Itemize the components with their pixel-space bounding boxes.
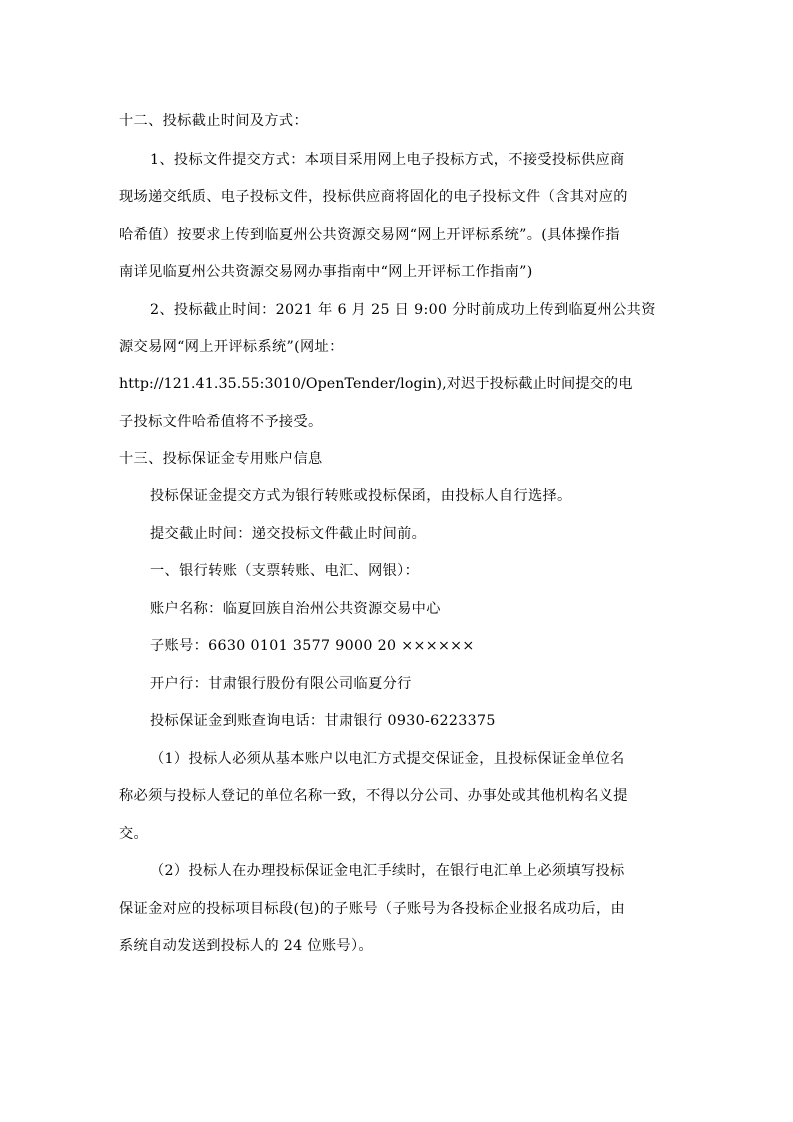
section-heading-12: 十二、投标截止时间及方式： xyxy=(119,113,308,129)
paragraph-line: 现场递交纸质、电子投标文件，投标供应商将固化的电子投标文件（含其对应的 xyxy=(119,189,628,205)
paragraph-line: （2）投标人在办理投标保证金电汇手续时，在银行电汇单上必须填写投标 xyxy=(150,863,625,879)
paragraph-line: 哈希值）按要求上传到临夏州公共资源交易网“网上开评标系统”。(具体操作指 xyxy=(119,227,620,243)
paragraph-line: 一、银行转账（支票转账、电汇、网银）： xyxy=(150,563,420,579)
paragraph-line: 南详见临夏州公共资源交易网办事指南中“网上开评标工作指南”) xyxy=(119,264,533,280)
paragraph-line: 1、投标文件提交方式：本项目采用网上电子投标方式，不接受投标供应商 xyxy=(150,152,625,168)
paragraph-line: （1）投标人必须从基本账户以电汇方式提交保证金，且投标保证金单位名 xyxy=(150,751,625,767)
sub-account-line: 子账号：6630 0101 3577 9000 20 ×××××× xyxy=(150,638,475,654)
paragraph-line: 投标保证金提交方式为银行转账或投标保函，由投标人自行选择。 xyxy=(150,488,572,504)
account-name-line: 账户名称：临夏回族自治州公共资源交易中心 xyxy=(150,601,441,617)
paragraph-line: 提交截止时间：递交投标文件截止时间前。 xyxy=(150,526,427,542)
paragraph-line: 称必须与投标人登记的单位名称一致，不得以分公司、办事处或其他机构名义提 xyxy=(119,788,628,804)
bank-line: 开户行：甘肃银行股份有限公司临夏分行 xyxy=(150,676,412,692)
paragraph-line-url: http://121.41.35.55:3010/OpenTender/login),对迟于投标截止时间提交的电 xyxy=(119,376,633,392)
paragraph-line: 2、投标截止时间：2021 年 6 月 25 日 9:00 分时前成功上传到临夏州公共资 xyxy=(150,302,656,318)
paragraph-line: 源交易网“网上开评标系统”(网址： xyxy=(119,339,344,355)
section-heading-13: 十三、投标保证金专用账户信息 xyxy=(119,451,323,467)
paragraph-line: 交。 xyxy=(119,826,149,842)
paragraph-line: 保证金对应的投标项目标段(包)的子账号（子账号为各投标企业报名成功后，由 xyxy=(119,901,626,917)
paragraph-line: 系统自动发送到投标人的 24 位账号）。 xyxy=(119,938,373,954)
phone-line: 投标保证金到账查询电话：甘肃银行 0930-6223375 xyxy=(150,713,496,729)
paragraph-line: 子投标文件哈希值将不予接受。 xyxy=(119,414,323,430)
